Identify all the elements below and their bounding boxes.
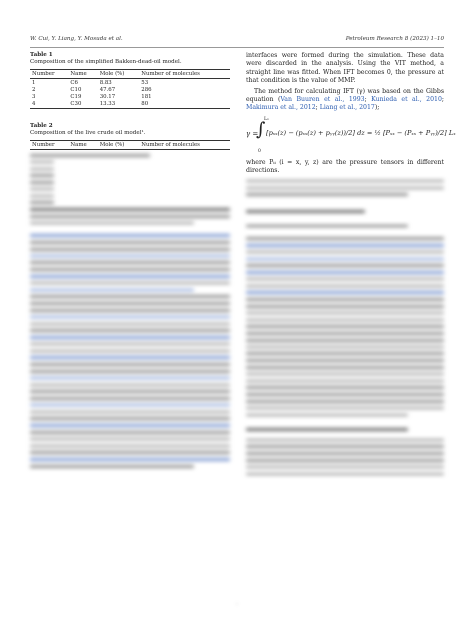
blurred-line <box>30 451 230 454</box>
blurred-line <box>246 400 444 403</box>
integral-lower-limit: 0 <box>258 148 261 154</box>
table-cell: 181 <box>141 93 152 100</box>
table-cell: 8.83 <box>99 79 112 86</box>
blurred-line <box>30 268 230 271</box>
reference-link[interactable]: Makimura et al., 2012 <box>246 104 316 112</box>
equation-lhs: γ = <box>246 129 259 138</box>
blurred-line <box>30 275 230 278</box>
blurred-line <box>246 407 444 410</box>
blurred-body-text-right-c <box>246 439 444 476</box>
table1-header-row <box>30 70 230 79</box>
table-cell: 13.33 <box>98 101 140 109</box>
table1-caption-text: Composition of the simplified Bakken-dead-oil model. <box>30 59 182 65</box>
blurred-line <box>246 414 408 417</box>
blurred-line <box>246 244 444 247</box>
blurred-line <box>30 417 230 420</box>
blurred-line <box>30 350 230 353</box>
paragraph-text: The method for calculating IFT (γ) was based on the Gibbs equation ( <box>246 87 444 104</box>
blurred-line <box>246 386 444 389</box>
blurred-line <box>30 377 230 380</box>
table-cell: 1 <box>32 79 36 86</box>
blurred-line <box>30 336 230 339</box>
blurred-body-text-left <box>30 234 230 467</box>
blurred-line <box>246 373 444 376</box>
blurred-line <box>246 237 444 240</box>
blurred-line <box>246 298 444 301</box>
table-cell: 3 <box>32 93 36 100</box>
table-row <box>30 79 230 87</box>
blurred-line <box>30 222 194 225</box>
blurred-line <box>246 193 408 196</box>
integral-sign: ∫ <box>256 118 266 140</box>
paragraph-text: ); <box>374 104 380 112</box>
blurred-line <box>30 445 230 448</box>
table2-label: Table 2 <box>30 122 53 129</box>
blurred-line <box>30 438 230 441</box>
blurred-line <box>246 225 408 228</box>
blurred-line <box>246 352 444 355</box>
table2-col-name: Name <box>68 140 97 149</box>
blurred-line <box>30 302 230 305</box>
table1-label: Table 1 <box>30 52 53 58</box>
blurred-line <box>30 411 230 414</box>
blurred-line <box>30 208 230 211</box>
blurred-line <box>246 473 444 476</box>
blurred-line <box>30 397 230 400</box>
blurred-line <box>246 466 444 469</box>
table-cell: 80 <box>139 101 230 109</box>
blurred-line <box>30 458 230 461</box>
table1-col-mole: Mole (%) <box>98 70 140 79</box>
table2-header-row <box>30 140 230 149</box>
table-row <box>30 86 230 93</box>
table2-col-number: Number <box>30 140 68 149</box>
table1 <box>30 69 230 109</box>
blurred-line <box>30 201 54 204</box>
blurred-line <box>30 168 54 171</box>
blurred-line <box>30 181 54 184</box>
blurred-subsection-heading <box>246 428 444 431</box>
blurred-line <box>246 180 444 183</box>
blurred-line <box>30 323 230 326</box>
blurred-line <box>30 390 230 393</box>
blurred-line <box>30 363 230 366</box>
blurred-line <box>246 210 365 213</box>
blurred-line <box>30 404 230 407</box>
blurred-line <box>30 241 230 244</box>
blurred-line <box>246 380 444 383</box>
blurred-line <box>246 291 444 294</box>
blurred-line <box>30 188 54 191</box>
left-column <box>30 52 230 472</box>
table2-caption-text: Composition of the live crude oil model¹. <box>30 129 146 136</box>
blurred-body-text-right-a <box>246 180 444 196</box>
blurred-line <box>30 174 54 177</box>
blurred-line <box>246 332 444 335</box>
blurred-line <box>30 424 230 427</box>
blurred-line <box>30 248 230 251</box>
blurred-line <box>30 356 230 359</box>
blurred-line <box>246 285 444 288</box>
table-cell: 286 <box>141 86 152 93</box>
blurred-line <box>246 393 444 396</box>
header-rule <box>30 47 444 48</box>
running-header-journal: Petroleum Research 8 (2023) 1–10 <box>345 36 444 42</box>
table-cell: 2 <box>32 86 36 93</box>
blurred-line <box>30 431 230 434</box>
table-row <box>30 93 230 100</box>
blurred-line <box>30 309 230 312</box>
blurred-line <box>30 215 230 218</box>
table1-col-number: Number <box>30 70 68 79</box>
blurred-table2-body <box>30 154 230 224</box>
blurred-line <box>246 278 444 281</box>
blurred-line <box>30 161 54 164</box>
table1-caption <box>30 52 230 66</box>
blurred-line <box>30 384 230 387</box>
table2-col-mole: Mole (%) <box>98 140 140 149</box>
blurred-line <box>30 370 230 373</box>
blurred-line <box>30 282 230 285</box>
blurred-line <box>246 271 444 274</box>
table2-col-molecules: Number of molecules <box>139 140 230 149</box>
blurred-line <box>246 312 444 315</box>
blurred-line <box>30 289 194 292</box>
integral-upper-limit: Lₓ <box>264 116 269 122</box>
table-cell: 4 <box>30 101 68 109</box>
table-row <box>30 101 230 109</box>
table-cell: 47.67 <box>99 86 116 93</box>
blurred-line <box>246 428 408 431</box>
blurred-section-heading <box>246 210 444 213</box>
reference-link[interactable]: Liang et al., 2017 <box>319 104 375 112</box>
table-cell: C6 <box>70 79 78 86</box>
page-number: · <box>236 602 238 608</box>
blurred-line <box>30 234 230 237</box>
blurred-line <box>246 366 444 369</box>
table-cell: 53 <box>141 79 149 86</box>
table-cell: 30.17 <box>99 93 116 100</box>
blurred-line <box>246 251 444 254</box>
blurred-body-text-right-b <box>246 237 444 416</box>
blurred-line <box>246 305 444 308</box>
reference-link[interactable]: Van Buuren et al., 1993 <box>280 96 365 104</box>
blurred-line <box>30 316 230 319</box>
blurred-line <box>30 195 54 198</box>
paragraph-ift-data: interfaces were formed during the simulation. These data were discarded in the analysis. Using the VIT method, a straight line was fitted. When IFT becomes 0, the pressure at that condition is the value of MMP. <box>246 52 444 85</box>
blurred-line <box>246 359 444 362</box>
blurred-line <box>30 154 150 157</box>
blurred-line <box>246 264 444 267</box>
blurred-line <box>246 339 444 342</box>
table2 <box>30 140 230 150</box>
blurred-line <box>246 187 444 190</box>
blurred-line <box>30 465 194 468</box>
blurred-line <box>246 258 444 261</box>
table-cell: C10 <box>70 86 82 93</box>
table1-col-name: Name <box>68 70 97 79</box>
table2-caption <box>30 123 230 137</box>
blurred-line <box>246 445 444 448</box>
table-cell: C30 <box>68 101 97 109</box>
blurred-subsection-heading <box>246 225 444 228</box>
paragraph-pressure-tensor: where Pᵢᵢ (i = x, y, z) are the pressure tensors in different directions. <box>246 158 444 175</box>
blurred-line <box>30 329 230 332</box>
equation-body: [pₓₓ(z) − (pₓₓ(z) + pᵧᵧ(z))/2] dz = ½ [Pₓₓ − (Pₓₓ + Pᵧᵧ)/2] Lₓ <box>266 128 456 137</box>
reference-link[interactable]: Kunieda et al., 2010 <box>371 96 442 104</box>
blurred-line <box>30 295 230 298</box>
blurred-line <box>30 255 230 258</box>
blurred-line <box>30 261 230 264</box>
spacer <box>30 109 230 123</box>
blurred-line <box>246 325 444 328</box>
table-cell: C19 <box>70 93 82 100</box>
paragraph-gibbs-method: The method for calculating IFT (γ) was based on the Gibbs equation (Van Buuren et al., 1993; Kunieda et al., 2010; Makimura et al., 2012; Liang et al., 2017); <box>246 87 444 112</box>
blurred-line <box>246 452 444 455</box>
right-column <box>246 52 456 479</box>
blurred-line <box>246 439 444 442</box>
blurred-line <box>30 343 230 346</box>
blurred-line <box>246 346 444 349</box>
gibbs-equation <box>246 116 456 157</box>
blurred-line <box>246 319 444 322</box>
table1-col-molecules: Number of molecules <box>139 70 230 79</box>
running-header-authors: W. Cui, Y. Liang, Y. Mosuda et al. <box>30 36 123 42</box>
blurred-line <box>246 459 444 462</box>
